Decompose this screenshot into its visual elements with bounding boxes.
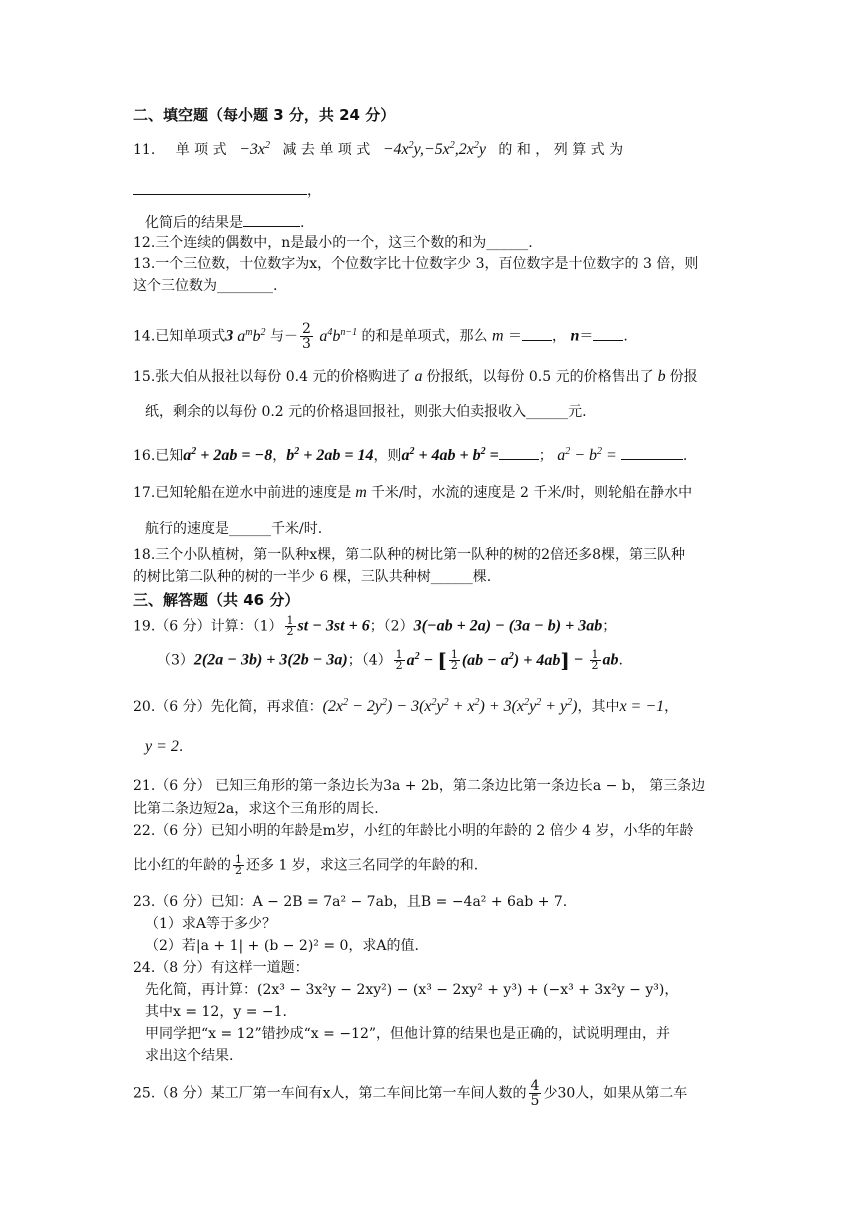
question-13-line1: 13.一个三位数，十位数字为x，个位数字比十位数字少 3，百位数字是十位数字的 3 倍，则 [133,256,699,272]
question-21-line2: 比第二条边短2a，求这个三角形的周长. [133,801,379,817]
question-22-line2: 比小红的年龄的 $\frac{1}{2}$ 还多 1 岁，求这三名同学的年龄的和. [133,853,479,877]
fraction: $\frac{1}{2}$ [591,648,599,672]
fraction: $\frac{1}{2}$ [286,614,294,638]
question-11-blank: ， [133,180,321,200]
question-17-line2: 航行的速度是______千米/时. [145,521,323,537]
question-15-line2: 纸，剩余的以每份 0.2 元的价格退回报社，则张大伯卖报收入______元. [145,404,587,420]
answer-blank [499,445,539,460]
question-21-line1: 21.（6 分） 已知三角形的第一条边长为3a + 2b，第二条边比第一条边长a − b， 第三条边 [133,778,706,794]
fraction: $\frac{1}{2}$ [235,853,242,877]
fraction: $\frac{1}{2}$ [395,648,403,672]
fraction: $\frac{1}{2}$ [450,648,458,672]
question-24-line3: 其中x = 12，y = −1. [145,1004,287,1020]
question-18-line1: 18.三个小队植树，第一队种x棵，第二队种的树比第一队种的树的2倍还多8棵，第三队种 [133,547,685,563]
question-20-line2: y = 2. [145,738,184,755]
question-24-line2: 先化简，再计算：(2x³ − 3x²y − 2xy²) − (x³ − 2xy² + y³) + (−x³ + 3x²y − y³)， [145,982,679,998]
question-24-line1: 24.（8 分）有这样一道题： [133,960,309,976]
math-expr: $-4x^2y,-5x^2,2x^2y$ [382,140,486,158]
answer-blank [593,326,623,341]
question-12: 12.三个连续的偶数中，n是最小的一个，这三个数的和为______. [133,235,533,251]
section-title-fill-in: 二、填空题（每小题 3 分，共 24 分） [133,106,396,124]
question-19-line2: （3）2(2a − 3b) + 3(2b − 3a)；（4） $\frac{1}{2}$ $a^2$ − [ $\frac{1}{2}$ $(ab - a^2) + 4ab$] − $\frac{1}{2}$ ab. [157,648,623,673]
section-title-answer: 三、解答题（共 46 分） [133,591,300,609]
question-24-line4: 甲同学把“x = 12”错抄成“x = −12”，但他计算的结果也是正确的，试说明理由，并 [145,1026,671,1042]
math-expr: $-3x^2$ [239,140,270,158]
question-16: 16.已知$a^2 + 2ab = -8$，$b^2 + 2ab = 14$，则$a^2 + 4ab + b^2$ = ； $a^2 - b^2$ = . [133,446,688,464]
question-14: 14.已知单项式3 $a^mb^2$ 与－ $\frac{2}{3}$ $a^4b^{n-1}$ 的和是单项式，那么 m ＝ ， n＝ . [133,321,628,352]
question-13-line2: 这个三位数为________. [133,278,278,294]
question-23-line2: （1）求A等于多少？ [145,916,277,932]
fraction: $\frac{4}{5}$ [530,1078,540,1109]
question-19-line1: 19.（6 分）计算：（1） $\frac{1}{2}$ st − 3st + 6；（2）3(−ab + 2a) − (3a − b) + 3ab； [133,614,617,638]
question-11-line1: 11. 单 项 式 $-3x^2$ 减 去 单 项 式 $-4x^2y,-5x^2,2x^2y$ 的 和 ， 列 算 式 为 [133,140,624,158]
answer-blank [133,180,307,195]
question-15-line1: 15.张大伯从报社以每份 0.4 元的价格购进了 a 份报纸，以每份 0.5 元的价格售出了 b 份报 [133,368,698,385]
answer-blank [522,326,552,341]
answer-blank [621,445,683,460]
question-17-line1: 17.已知轮船在逆水中前进的速度是 m 千米/时，水流的速度是 2 千米/时，则轮船在静水中 [133,484,693,501]
question-23-line3: （2）若|a + 1| + (b − 2)² = 0，求A的值. [145,938,419,954]
question-11-line3: 化简后的结果是 . [145,212,304,232]
question-24-line5: 求出这个结果. [145,1048,234,1064]
fraction: $\frac{2}{3}$ [301,321,311,352]
answer-blank [243,212,300,227]
question-23-line1: 23.（6 分）已知：A − 2B = 7a² − 7ab，且B = −4a² + 6ab + 7. [133,894,568,910]
question-20-line1: 20.（6 分）先化简，再求值：$(2x^2 - 2y^2) - 3(x^2y^2 + x^2) + 3(x^2y^2 + y^2)$，其中x = −1， [133,697,679,715]
question-25-line1: 25.（8 分）某工厂第一车间有x人，第二车间比第一车间人数的 $\frac{4}{5}$ 少30人，如果从第二车 [133,1078,688,1109]
question-18-line2: 的树比第二队种的树的一半少 6 棵，三队共种树______棵. [133,569,492,585]
question-22-line1: 22.（6 分）已知小明的年龄是m岁，小红的年龄比小明的年龄的 2 倍少 4 岁，小华的年龄 [133,823,694,839]
